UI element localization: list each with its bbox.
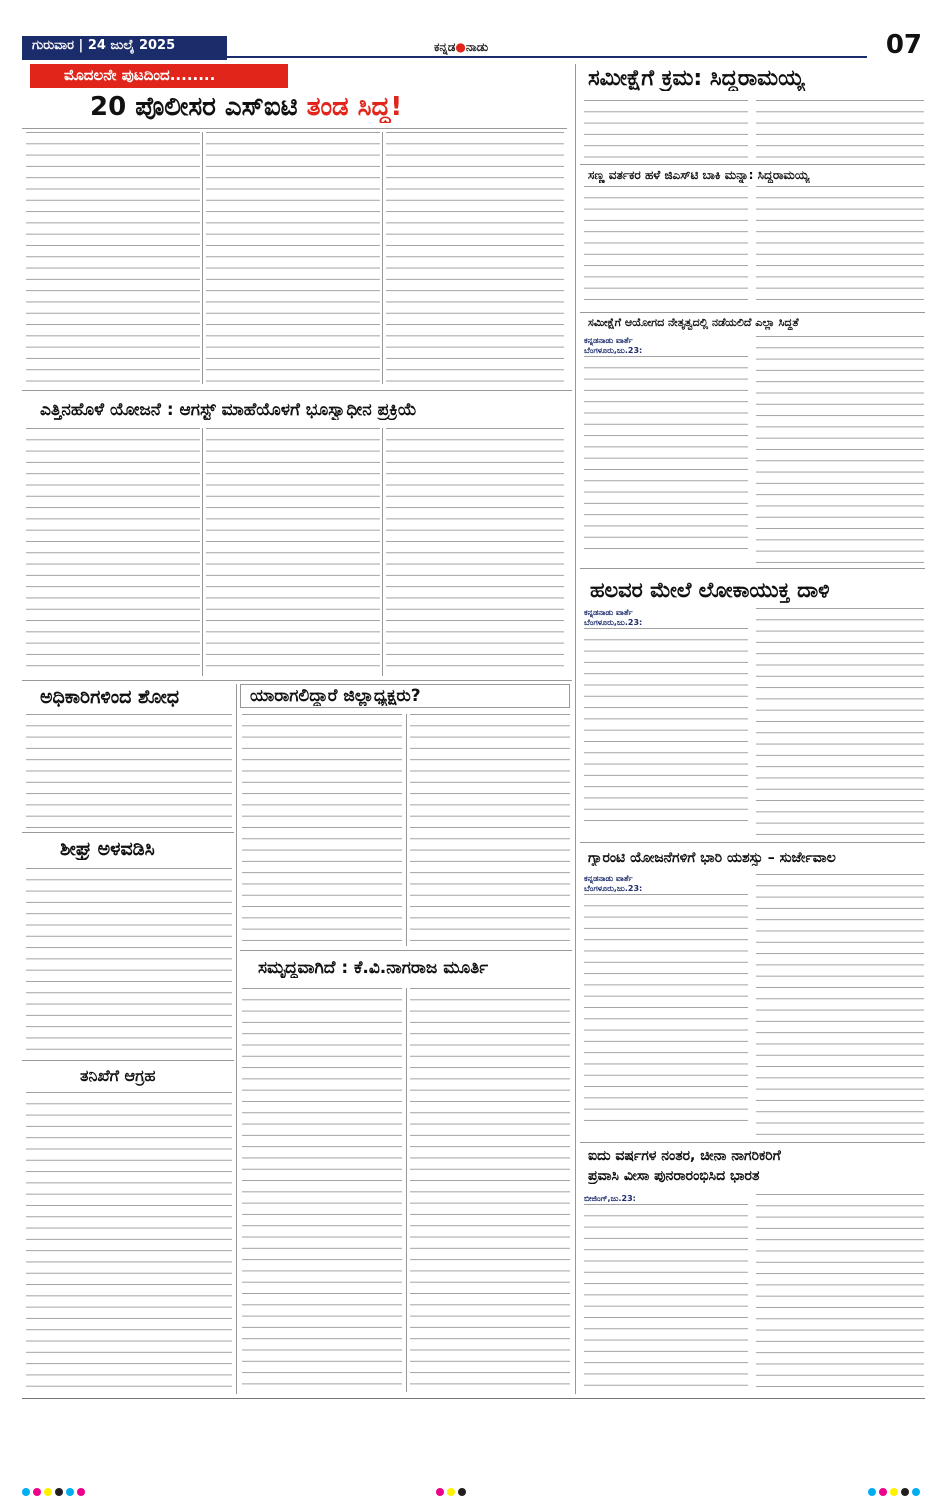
commission-headline: ಸಮೀಕ್ಷೆಗೆ ಆಯೋಗದ ನೇತೃತ್ವದಲ್ಲಿ ನಡೆಯಲಿದೆ ಎಲ್ಲಾ ಸಿದ್ಧತೆ <box>588 316 799 329</box>
officials-search-body <box>26 714 232 828</box>
divider <box>580 568 925 569</box>
lokayukta-body-col-2 <box>756 608 924 836</box>
prosperous-body-col-2 <box>410 988 570 1392</box>
cyan-dot-icon <box>868 1488 876 1496</box>
survey-body-col-1 <box>584 100 748 162</box>
police-sit-headline-red: ತಂಡ ಸಿದ್ಧ! <box>306 92 403 122</box>
date-label: 24 ಜುಲೈ 2025 <box>87 38 176 53</box>
magenta-dot-icon <box>436 1488 444 1496</box>
china-visa-dateline: ಬೀಜಿಂಗ್,ಜು.23: <box>584 1194 636 1203</box>
guarantee-headline: ಗ್ಯಾರಂಟಿ ಯೋಜನೆಗಳಿಗೆ ಭಾರಿ ಯಶಸ್ಸು – ಸುರ್ಜೇವಾಲ <box>588 850 836 866</box>
black-dot-icon <box>55 1488 63 1496</box>
yettinahole-body-col-3 <box>386 428 564 676</box>
quick-measures-headline: ಶೀಘ್ರ ಅಳವಡಿಸಿ <box>60 838 155 860</box>
page-number: 07 <box>885 30 922 60</box>
divider <box>22 390 572 391</box>
black-dot-icon <box>901 1488 909 1496</box>
yettinahole-body-col-1 <box>26 428 200 676</box>
district-body-col-1 <box>242 714 402 946</box>
black-dot-icon <box>458 1488 466 1496</box>
district-headline: ಯಾರಾಗಲಿದ್ದಾರೆ ಜಿಲ್ಲಾಧ್ಯಕ್ಷರು? <box>250 686 421 706</box>
officials-search-headline: ಅಧಿಕಾರಿಗಳಿಂದ ಶೋಧ <box>40 686 180 708</box>
prosperous-body-col-1 <box>242 988 402 1392</box>
survey-headline: ಸಮೀಕ್ಷೆಗೆ ಕ್ರಮ: ಸಿದ್ದರಾಮಯ್ಯ <box>588 66 805 91</box>
yettinahole-headline: ಎತ್ತಿನಹೊಳೆ ಯೋಜನೆ : ಆಗಸ್ಟ್ ಮಾಹೆಯೊಳಗೆ ಭೂಸ್ವಾಧೀನ ಪ್ರಕ್ರಿಯೆ <box>40 400 417 420</box>
yellow-dot-icon <box>44 1488 52 1496</box>
police-sit-headline-black: 20 ಪೊಲೀಸರ ಎಸ್‌ಐಟಿ <box>90 92 298 122</box>
day-date-separator: | <box>78 38 84 53</box>
commission-body-col-1 <box>584 336 748 564</box>
header-rule <box>227 56 867 58</box>
small-traders-body-col-1 <box>584 186 748 306</box>
police-sit-body-col-2 <box>206 132 380 384</box>
police-sit-headline <box>90 92 402 123</box>
print-swatches-center <box>436 1488 466 1496</box>
yellow-dot-icon <box>890 1488 898 1496</box>
divider <box>580 842 925 843</box>
commission-body-col-2 <box>756 336 924 564</box>
yettinahole-body-col-2 <box>206 428 380 676</box>
lokayukta-headline: ಹಲವರ ಮೇಲೆ ಲೋಕಾಯುಕ್ತ ದಾಳಿ <box>590 578 830 602</box>
divider <box>22 128 567 129</box>
prosperous-headline: ಸಮೃದ್ಧವಾಗಿದೆ : ಕೆ.ವಿ.ನಾಗರಾಜ ಮೂರ್ತಿ <box>258 958 489 978</box>
divider <box>22 832 234 833</box>
lokayukta-body-col-1 <box>584 608 748 836</box>
divider <box>240 950 572 951</box>
district-body-col-2 <box>410 714 570 946</box>
quick-measures-body <box>26 868 232 1054</box>
lokayukta-byline: ಕನ್ನಡನಾಡು ವಾರ್ತೆ <box>584 608 633 617</box>
commission-dateline: ಬೆಂಗಳೂರು,ಜು.23: <box>584 346 643 355</box>
yellow-dot-icon <box>447 1488 455 1496</box>
guarantee-body-col-2 <box>756 874 924 1138</box>
commission-byline: ಕನ್ನಡನಾಡು ವಾರ್ತೆ <box>584 336 633 345</box>
masthead <box>434 40 488 55</box>
divider <box>580 164 925 165</box>
divider <box>580 1142 925 1143</box>
divider <box>580 312 925 313</box>
china-visa-headline-2: ಪ್ರವಾಸಿ ವೀಸಾ ಪುನರಾರಂಭಿಸಿದ ಭಾರತ <box>588 1168 760 1184</box>
china-visa-headline-1: ಐದು ವರ್ಷಗಳ ನಂತರ, ಚೀನಾ ನಾಗರಿಕರಿಗೆ <box>588 1148 781 1164</box>
divider <box>406 714 407 946</box>
cyan-dot-icon <box>912 1488 920 1496</box>
divider <box>202 428 203 676</box>
divider <box>22 680 572 681</box>
day-date-badge <box>22 36 227 60</box>
divider <box>236 684 237 1394</box>
magenta-dot-icon <box>33 1488 41 1496</box>
divider <box>382 132 383 384</box>
print-swatches-right <box>868 1488 920 1496</box>
magenta-dot-icon <box>77 1488 85 1496</box>
masthead-right: ನಾಡು <box>465 40 489 54</box>
survey-body-col-2 <box>756 100 924 162</box>
day-label: ಗುರುವಾರ <box>32 38 74 53</box>
masthead-dot-icon: ● <box>455 40 466 54</box>
cyan-dot-icon <box>66 1488 74 1496</box>
bottom-rule <box>22 1398 925 1399</box>
divider <box>202 132 203 384</box>
section-slug: ಮೊದಲನೇ ಪುಟದಿಂದ........ <box>30 64 288 88</box>
divider <box>575 64 576 1394</box>
guarantee-body-col-1 <box>584 874 748 1138</box>
guarantee-dateline: ಬೆಂಗಳೂರು,ಜು.23: <box>584 884 643 893</box>
police-sit-body-col-3 <box>386 132 564 384</box>
small-traders-headline: ಸಣ್ಣ ವರ್ತಕರ ಹಳೆ ಜಿಎಸ್‌ಟಿ ಬಾಕಿ ಮನ್ನಾ: ಸಿದ್ದರಾಮಯ್ಯ <box>588 168 810 182</box>
masthead-left: ಕನ್ನಡ <box>434 40 456 54</box>
china-visa-body-col-1 <box>584 1194 748 1392</box>
small-traders-body-col-2 <box>756 186 924 306</box>
print-swatches-left <box>22 1488 85 1496</box>
page-header <box>22 30 922 64</box>
guarantee-byline: ಕನ್ನಡನಾಡು ವಾರ್ತೆ <box>584 874 633 883</box>
lokayukta-dateline: ಬೆಂಗಳೂರು,ಜು.23: <box>584 618 643 627</box>
probe-demand-headline: ತನಿಖೆಗೆ ಆಗ್ರಹ <box>80 1066 156 1085</box>
cyan-dot-icon <box>22 1488 30 1496</box>
police-sit-body-col-1 <box>26 132 200 384</box>
china-visa-body-col-2 <box>756 1194 924 1392</box>
divider <box>22 1060 234 1061</box>
magenta-dot-icon <box>879 1488 887 1496</box>
divider <box>406 988 407 1392</box>
probe-demand-body <box>26 1092 232 1392</box>
divider <box>382 428 383 676</box>
